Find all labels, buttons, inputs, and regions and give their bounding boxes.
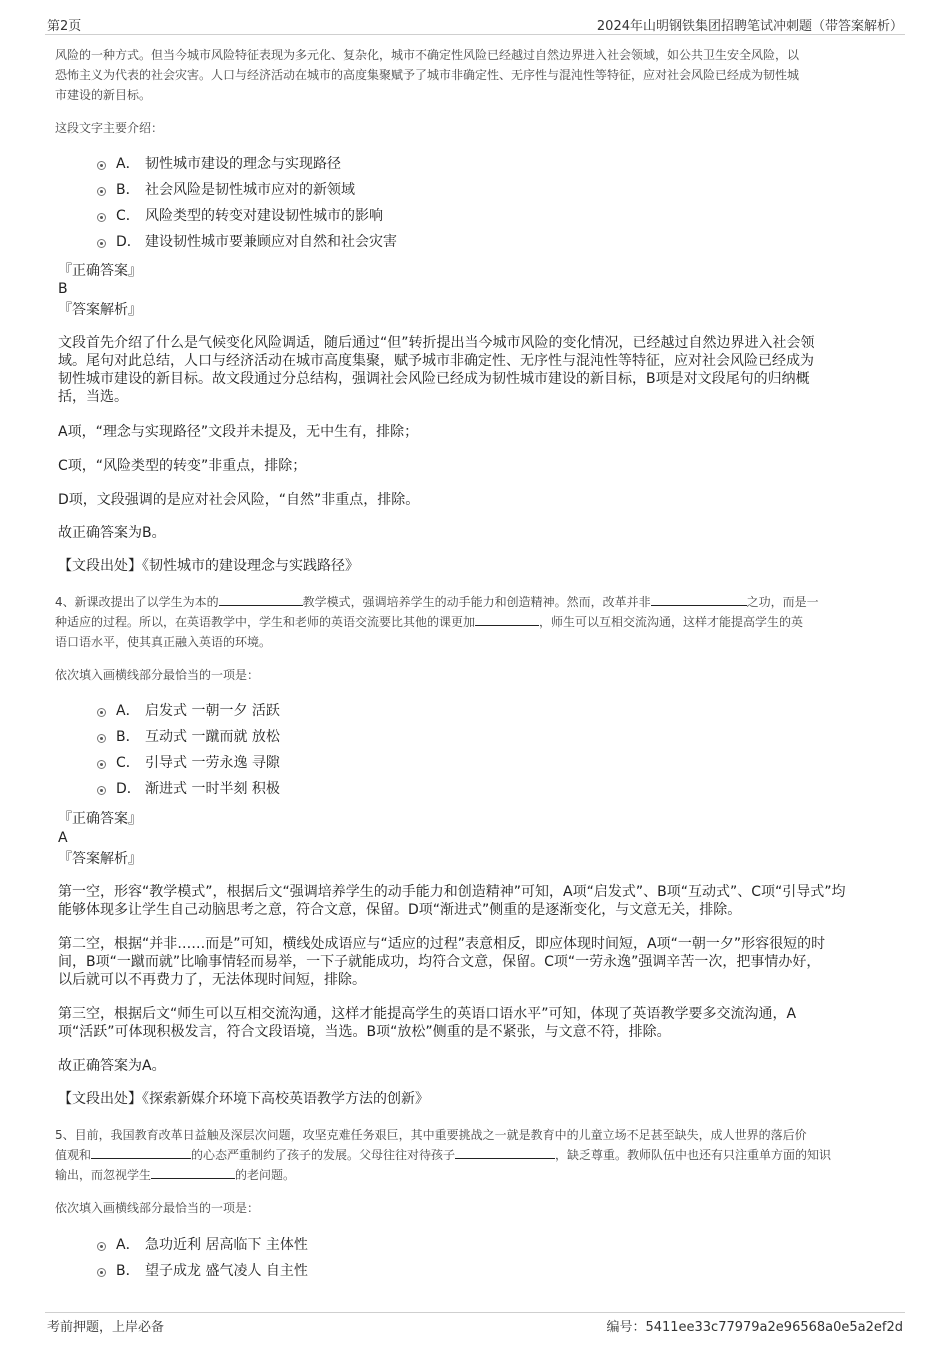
analysis-option-c: C项，“风险类型的转变”非重点，排除；	[58, 458, 307, 474]
q5-option-b[interactable]	[0, 1260, 700, 1280]
source-line	[58, 557, 359, 575]
radio-icon[interactable]	[97, 1268, 106, 1277]
analysis-line: 域。尾句对此总结，人口与经济活动在城市高度集聚，赋予城市非确定性、无序性与混沌性等特征，应对社会风险已经成为	[58, 353, 814, 369]
option-letter: C．	[116, 755, 140, 771]
option-letter: A．	[116, 1237, 140, 1253]
stem-text: 值观和	[55, 1148, 92, 1162]
document-title: 2024年山明钢铁集团招聘笔试冲刺题（带答案解析）	[596, 19, 903, 34]
option-text: 启发式 一朝一夕 活跃	[145, 703, 280, 719]
source-label: 【文段出处】	[58, 558, 142, 574]
stem-line	[55, 1145, 900, 1165]
option-letter: A．	[116, 156, 140, 172]
q3-option-b[interactable]	[0, 179, 700, 199]
option-letter: D．	[116, 234, 141, 250]
conclusion: 故正确答案为A。	[58, 1058, 166, 1074]
stem-line: 5、目前，我国教育改革日益触及深层次问题，攻坚克难任务艰巨，其中重要挑战之一就是教育中的儿童立场不足甚至缺失，成人世界的落后价	[55, 1128, 807, 1142]
blank-line	[151, 1166, 235, 1179]
stem-text: 之功，而是一	[746, 595, 819, 609]
q4-option-d[interactable]	[0, 778, 700, 798]
q5-prompt: 依次填入画横线部分最恰当的一项是：	[55, 1201, 260, 1215]
answer-label: 『正确答案』	[58, 811, 142, 827]
q4-analysis-third	[58, 1005, 898, 1041]
stem-text: 的老问题。	[235, 1168, 296, 1182]
source-title: 《探索新媒介环境下高校英语教学方法的创新》	[142, 1091, 429, 1107]
blank-line	[455, 1146, 555, 1159]
radio-icon[interactable]	[97, 161, 106, 170]
blank-line	[91, 1146, 191, 1159]
answer-value: B	[58, 281, 68, 297]
option-text: 风险类型的转变对建设韧性城市的影响	[145, 208, 383, 224]
footer-slogan: 考前押题，上岸必备	[47, 1320, 165, 1335]
page-footer	[45, 1312, 905, 1337]
page-number: 第2页	[47, 19, 82, 34]
passage-line: 风险的一种方式。但当今城市风险特征表现为多元化、复杂化，城市不确定性风险已经越过自然边界进入社会领域，如公共卫生安全风险，以	[55, 48, 800, 62]
stem-text: 的心态严重制约了孩子的发展。父母往往对待孩子	[191, 1148, 456, 1162]
option-letter: A．	[116, 703, 140, 719]
source-label: 【文段出处】	[58, 1091, 142, 1107]
q5-stem	[55, 1125, 900, 1185]
stem-text: 输出，而忽视学生	[55, 1168, 152, 1182]
q4-analysis-first	[58, 883, 898, 919]
conclusion: 故正确答案为B。	[58, 525, 166, 541]
option-text: 社会风险是韧性城市应对的新领域	[145, 182, 355, 198]
stem-text: 教学模式，强调培养学生的动手能力和创造精神。然而，改革并非	[302, 595, 651, 609]
option-text: 渐进式 一时半刻 积极	[145, 781, 280, 797]
analysis-line: 括，当选。	[58, 389, 128, 405]
analysis-line: 第三空，根据后文“师生可以互相交流沟通，这样才能提高学生的英语口语水平”可知，体现了英语教学要多交流沟通，A	[58, 1006, 797, 1022]
q3-option-d[interactable]	[0, 231, 700, 251]
stem-text: ，师生可以互相交流沟通，这样才能提高学生的英	[539, 615, 804, 629]
q4-prompt: 依次填入画横线部分最恰当的一项是：	[55, 668, 260, 682]
option-text: 建设韧性城市要兼顾应对自然和社会灾害	[145, 234, 397, 250]
blank-line	[651, 593, 747, 606]
passage-line: 恐怖主义为代表的社会灾害。人口与经济活动在城市的高度集聚赋予了城市非确定性、无序性与混沌性等特征，应对社会风险已经成为韧性城	[55, 68, 800, 82]
q5-option-a[interactable]	[0, 1234, 700, 1254]
blank-line	[219, 593, 303, 606]
radio-icon[interactable]	[97, 786, 106, 795]
document-code: 编号：5411ee33c77979a2e96568a0e5a2ef2d	[606, 1320, 903, 1335]
q4-option-b[interactable]	[0, 726, 700, 746]
radio-icon[interactable]	[97, 734, 106, 743]
analysis-option-d: D项，文段强调的是应对社会风险，“自然”非重点，排除。	[58, 492, 420, 508]
option-letter: B．	[116, 182, 140, 198]
page-header	[45, 12, 905, 35]
source-line	[58, 1090, 429, 1108]
q3-passage	[55, 45, 900, 105]
option-text: 急功近利 居高临下 主体性	[145, 1237, 308, 1253]
stem-line	[55, 612, 900, 632]
analysis-line: 第二空，根据“并非……而是”可知，横线处成语应与“适应的过程”表意相反，即应体现时间短，A项“一朝一夕”形容很短的时	[58, 936, 826, 952]
radio-icon[interactable]	[97, 239, 106, 248]
q3-prompt: 这段文字主要介绍：	[55, 121, 164, 135]
option-text: 望子成龙 盛气凌人 自主性	[145, 1263, 308, 1279]
q4-stem	[55, 592, 900, 652]
answer-label: 『正确答案』	[58, 263, 142, 279]
analysis-label: 『答案解析』	[58, 851, 142, 867]
option-text: 互动式 一蹴而就 放松	[145, 729, 280, 745]
radio-icon[interactable]	[97, 1242, 106, 1251]
q4-analysis-second	[58, 935, 898, 989]
stem-line: 语口语水平，使其真正融入英语的环境。	[55, 635, 272, 649]
stem-line	[55, 592, 900, 612]
stem-text: 种适应的过程。所以，在英语教学中，学生和老师的英语交流要比其他的课更加	[55, 615, 476, 629]
radio-icon[interactable]	[97, 213, 106, 222]
analysis-line: 韧性城市建设的新目标。故文段通过分总结构，强调社会风险已经成为韧性城市建设的新目标，B项是对文段尾句的归纳概	[58, 371, 810, 387]
stem-text: 4、新课改提出了以学生为本的	[55, 595, 219, 609]
q3-option-a[interactable]	[0, 153, 700, 173]
option-letter: B．	[116, 1263, 140, 1279]
analysis-line: 间，B项“一蹴而就”比喻事情轻而易举，一下子就能成功，均符合文意，保留。C项“一劳永逸”强调辛苦一次，把事情办好，	[58, 954, 821, 970]
stem-line	[55, 1165, 900, 1185]
option-text: 引导式 一劳永逸 寻隙	[145, 755, 280, 771]
radio-icon[interactable]	[97, 760, 106, 769]
analysis-line: 项“活跃”可体现积极发言，符合文段语境，当选。B项“放松”侧重的是不紧张，与文意不符，排除。	[58, 1024, 671, 1040]
analysis-option-a: A项，“理念与实现路径”文段并未提及，无中生有，排除；	[58, 424, 419, 440]
q3-option-c[interactable]	[0, 205, 700, 225]
analysis-line: 以后就可以不再费力了，无法体现时间短，排除。	[58, 972, 366, 988]
q3-analysis-paragraph	[58, 334, 898, 406]
source-title: 《韧性城市的建设理念与实践路径》	[142, 558, 359, 574]
analysis-line: 能够体现多让学生自己动脑思考之意，符合文意，保留。D项“渐进式”侧重的是逐渐变化，与文意无关，排除。	[58, 902, 742, 918]
analysis-line: 第一空，形容“教学模式”，根据后文“强调培养学生的动手能力和创造精神”可知，A项“启发式”、B项“互动式”、C项“引导式”均	[58, 884, 846, 900]
option-text: 韧性城市建设的理念与实现路径	[145, 156, 341, 172]
passage-line: 市建设的新目标。	[55, 88, 152, 102]
option-letter: C．	[116, 208, 140, 224]
radio-icon[interactable]	[97, 187, 106, 196]
radio-icon[interactable]	[97, 708, 106, 717]
option-letter: D．	[116, 781, 141, 797]
option-letter: B．	[116, 729, 140, 745]
stem-text: ，缺乏尊重。教师队伍中也还有只注重单方面的知识	[555, 1148, 832, 1162]
answer-value: A	[58, 830, 68, 846]
analysis-line: 文段首先介绍了什么是气候变化风险调适，随后通过“但”转折提出当今城市风险的变化情况，已经越过自然边界进入社会领	[58, 335, 815, 351]
blank-line	[475, 613, 539, 626]
q4-option-a[interactable]	[0, 700, 700, 720]
analysis-label: 『答案解析』	[58, 302, 142, 318]
q4-option-c[interactable]	[0, 752, 700, 772]
